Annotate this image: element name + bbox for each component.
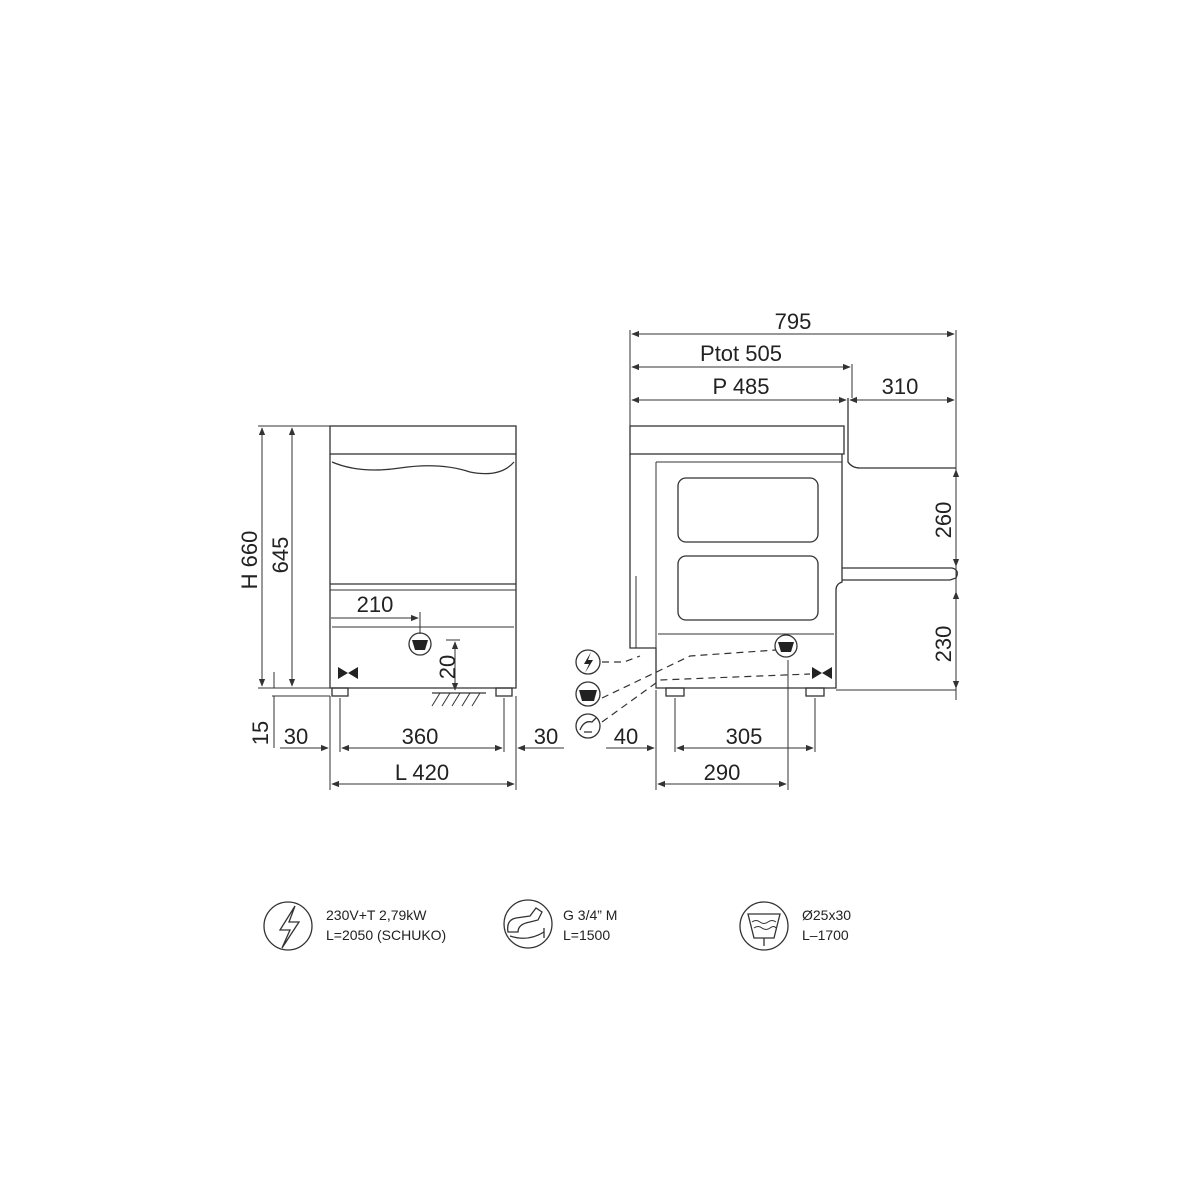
dim-depth-total: Ptot 505 (700, 341, 782, 366)
hose-lower (842, 568, 957, 580)
dim-side-feet: 305 (725, 724, 763, 749)
water-tap-icon (576, 714, 600, 738)
lightning-bolt-icon (264, 902, 312, 950)
side-top-panel (630, 426, 844, 454)
dim-hose-extension: 310 (881, 374, 919, 399)
side-view (576, 309, 957, 790)
dim-rear-offset: 40 (613, 724, 639, 749)
floor-hatch (432, 693, 486, 706)
legend-water-line1: G 3/4” M (563, 907, 618, 923)
water-valve-icon (338, 667, 358, 679)
side-body (630, 454, 842, 688)
legend-electric-line2: L=2050 (SCHUKO) (326, 927, 447, 943)
lightning-bolt-icon (576, 650, 600, 674)
water-tap-icon (504, 900, 552, 948)
legend-water-line2: L=1500 (563, 927, 611, 943)
hose-upper (848, 398, 956, 468)
dim-right-margin: 30 (533, 724, 559, 749)
side-foot-left (666, 688, 684, 696)
drain-basin-icon (740, 902, 788, 950)
legend-electric (264, 902, 446, 950)
legend (264, 900, 851, 950)
dim-between-feet: 360 (401, 724, 439, 749)
legend-drain-line2: L–1700 (802, 927, 849, 943)
dim-lower-connection: 230 (931, 625, 956, 663)
legend-drain (740, 902, 851, 950)
dim-left-margin: 30 (283, 724, 309, 749)
legend-electric-line1: 230V+T 2,79kW (326, 907, 427, 923)
legend-water-inlet (504, 900, 617, 948)
dim-height-total: H 660 (237, 530, 262, 590)
front-foot-right (496, 688, 512, 696)
side-window-upper (678, 478, 818, 542)
dim-drain-height: 20 (435, 654, 460, 680)
dim-drain-offset: 210 (356, 592, 394, 617)
dim-depth: P 485 (712, 374, 770, 399)
front-view (237, 426, 564, 790)
front-foot-left (332, 688, 348, 696)
front-door (330, 454, 516, 688)
dim-side-base: 290 (703, 760, 741, 785)
front-top-panel (330, 426, 516, 454)
drain-basin-icon (576, 682, 600, 706)
water-valve-icon (812, 667, 832, 679)
dim-feet-height: 15 (248, 720, 273, 746)
legend-drain-line1: Ø25x30 (802, 907, 852, 923)
dim-upper-connection: 260 (931, 501, 956, 539)
dim-height-body: 645 (268, 536, 293, 574)
drain-basin-icon (775, 635, 797, 657)
side-foot-right (806, 688, 824, 696)
dim-total-with-hose: 795 (774, 309, 812, 334)
side-window-lower (678, 556, 818, 620)
dim-width: L 420 (394, 760, 450, 785)
drain-basin-icon (409, 633, 431, 655)
